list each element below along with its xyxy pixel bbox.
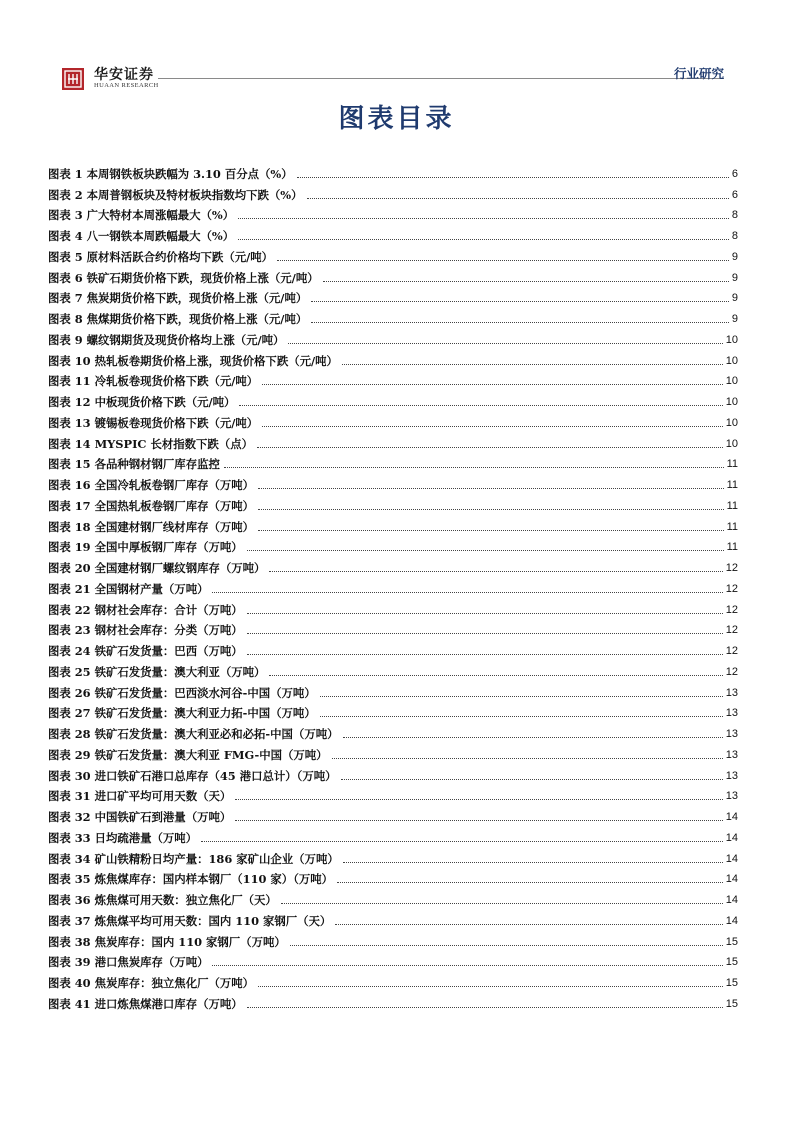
toc-entry[interactable] bbox=[48, 928, 738, 949]
toc-leader-dots bbox=[320, 716, 723, 717]
toc-leader-dots bbox=[238, 218, 729, 219]
toc-entry-page[interactable]: 10 bbox=[725, 416, 738, 429]
toc-leader-dots bbox=[342, 364, 723, 365]
toc-entry-label[interactable]: 图表 37 炼焦煤平均可用天数：国内 110 家钢厂（天） bbox=[48, 913, 332, 928]
toc-leader-dots bbox=[262, 426, 723, 427]
toc-entry-page[interactable]: 6 bbox=[731, 188, 738, 201]
toc-entry[interactable] bbox=[48, 554, 738, 575]
toc-entry-page[interactable]: 10 bbox=[725, 354, 738, 367]
toc-leader-dots bbox=[247, 550, 724, 551]
toc-entry-label[interactable]: 图表 29 铁矿石发货量：澳大利亚 FMG-中国（万吨） bbox=[48, 747, 328, 762]
toc-entry-label[interactable]: 图表 21 全国钢材产量（万吨） bbox=[48, 581, 209, 596]
toc-entry[interactable] bbox=[48, 160, 738, 181]
toc-leader-dots bbox=[320, 696, 723, 697]
toc-entry-page[interactable]: 15 bbox=[725, 977, 738, 989]
toc-entry-label[interactable]: 图表 22 钢材社会库存：合计（万吨） bbox=[48, 602, 243, 617]
toc-entry-page[interactable]: 9 bbox=[731, 313, 738, 325]
toc-entry-label[interactable]: 图表 26 铁矿石发货量：巴西淡水河谷-中国（万吨） bbox=[48, 685, 316, 700]
toc-leader-dots bbox=[257, 447, 723, 448]
toc-leader-dots bbox=[311, 301, 729, 302]
toc-entry-label[interactable]: 图表 6 铁矿石期货价格下跌，现货价格上涨（元/吨） bbox=[48, 270, 319, 285]
toc-entry-label[interactable]: 图表 9 螺纹钢期货及现货价格均上涨（元/吨） bbox=[48, 332, 285, 347]
toc-leader-dots bbox=[235, 799, 722, 800]
toc-entry[interactable] bbox=[48, 907, 738, 928]
toc-entry-page[interactable]: 10 bbox=[725, 437, 738, 450]
toc-entry-label[interactable]: 图表 5 原材料活跃合约价格均下跌（元/吨） bbox=[48, 249, 274, 264]
toc-leader-dots bbox=[297, 177, 729, 178]
toc-entry-page[interactable]: 10 bbox=[725, 333, 738, 346]
toc-entry-page[interactable]: 12 bbox=[725, 645, 738, 657]
toc-entry[interactable] bbox=[48, 720, 738, 741]
toc-entry-page[interactable]: 8 bbox=[731, 230, 738, 242]
toc-entry[interactable] bbox=[48, 637, 738, 658]
toc-entry-label[interactable]: 图表 35 炼焦煤库存：国内样本钢厂（110 家）（万吨） bbox=[48, 872, 334, 887]
toc-entry-label[interactable]: 图表 3 广大特材本周涨幅最大（%） bbox=[48, 208, 235, 223]
toc-entry[interactable] bbox=[48, 388, 738, 409]
toc-entry-label[interactable]: 图表 19 全国中厚板钢厂库存（万吨） bbox=[48, 540, 243, 555]
logo-chinese-name: 华安证券 bbox=[94, 67, 154, 83]
toc-entry-label[interactable]: 图表 4 八一钢铁本周跌幅最大（%） bbox=[48, 229, 235, 243]
toc-leader-dots bbox=[277, 260, 729, 261]
toc-entry-label[interactable]: 图表 20 全国建材钢厂螺纹钢库存（万吨） bbox=[48, 561, 266, 575]
toc-leader-dots bbox=[235, 820, 722, 821]
toc-leader-dots bbox=[323, 281, 729, 282]
toc-entry-label[interactable]: 图表 11 冷轧板卷现货价格下跌（元/吨） bbox=[48, 374, 259, 389]
toc-entry-page[interactable]: 12 bbox=[725, 562, 738, 574]
toc-entry-page[interactable]: 9 bbox=[731, 292, 738, 305]
toc-entry[interactable] bbox=[48, 347, 738, 368]
toc-entry[interactable] bbox=[48, 679, 738, 700]
toc-entry[interactable] bbox=[48, 202, 738, 223]
toc-entry[interactable] bbox=[48, 368, 738, 389]
toc-entry-page[interactable]: 10 bbox=[725, 396, 738, 408]
toc-entry[interactable] bbox=[48, 326, 738, 347]
toc-entry-page[interactable]: 8 bbox=[731, 209, 738, 222]
toc-leader-dots bbox=[238, 239, 729, 240]
toc-entry-label[interactable]: 图表 40 焦炭库存：独立焦化厂（万吨） bbox=[48, 976, 255, 990]
toc-entry[interactable] bbox=[48, 243, 738, 264]
toc-entry[interactable] bbox=[48, 471, 738, 492]
toc-leader-dots bbox=[290, 945, 723, 946]
toc-leader-dots bbox=[224, 467, 724, 468]
toc-entry-label[interactable]: 图表 10 热轧板卷期货价格上涨，现货价格下跌（元/吨） bbox=[48, 353, 338, 368]
report-category: 行业研究 bbox=[673, 66, 724, 81]
toc-entry[interactable] bbox=[48, 264, 738, 285]
toc-leader-dots bbox=[343, 737, 723, 738]
toc-leader-dots bbox=[335, 924, 722, 925]
toc-entry-page[interactable]: 14 bbox=[725, 811, 738, 823]
toc-entry[interactable] bbox=[48, 824, 738, 845]
toc-entry-label[interactable]: 图表 39 港口焦炭库存（万吨） bbox=[48, 955, 209, 970]
toc-entry-page[interactable]: 12 bbox=[725, 603, 738, 616]
toc-entry-page[interactable]: 11 bbox=[726, 499, 738, 512]
toc-entry[interactable] bbox=[48, 409, 738, 430]
toc-entry-label[interactable]: 图表 28 铁矿石发货量：澳大利亚必和必拓-中国（万吨） bbox=[48, 727, 339, 741]
toc-entry[interactable] bbox=[48, 451, 738, 472]
page-title: 图表目录 bbox=[338, 104, 455, 134]
toc-entry-page[interactable]: 15 bbox=[725, 997, 738, 1010]
toc-entry-page[interactable]: 13 bbox=[725, 707, 738, 720]
toc-entry-label[interactable]: 图表 32 中国铁矿石到港量（万吨） bbox=[48, 810, 232, 824]
toc-leader-dots bbox=[311, 322, 729, 323]
toc-entry[interactable] bbox=[48, 949, 738, 970]
toc-leader-dots bbox=[201, 841, 723, 842]
toc-entry-page[interactable]: 11 bbox=[726, 520, 738, 533]
toc-entry-page[interactable]: 6 bbox=[731, 167, 738, 180]
toc-entry[interactable] bbox=[48, 803, 738, 824]
toc-entry-label[interactable]: 图表 12 中板现货价格下跌（元/吨） bbox=[48, 395, 236, 409]
toc-leader-dots bbox=[307, 198, 729, 199]
toc-entry[interactable] bbox=[48, 285, 738, 306]
toc-leader-dots bbox=[288, 343, 722, 344]
toc-entry-page[interactable]: 11 bbox=[726, 479, 738, 491]
toc-entry-page[interactable]: 14 bbox=[725, 852, 738, 865]
toc-entry[interactable] bbox=[48, 617, 738, 638]
page-header bbox=[56, 62, 724, 98]
toc-leader-dots bbox=[212, 592, 722, 593]
toc-entry-label[interactable]: 图表 16 全国冷轧板卷钢厂库存（万吨） bbox=[48, 478, 255, 492]
toc-entry-page[interactable]: 10 bbox=[725, 375, 738, 388]
toc-entry[interactable] bbox=[48, 430, 738, 451]
toc-entry-label[interactable]: 图表 17 全国热轧板卷钢厂库存（万吨） bbox=[48, 498, 255, 513]
toc-entry[interactable] bbox=[48, 886, 738, 907]
toc-leader-dots bbox=[247, 633, 723, 634]
company-logo-icon bbox=[62, 68, 84, 90]
toc-entry-page[interactable]: 14 bbox=[725, 914, 738, 927]
toc-entry-label[interactable]: 图表 27 铁矿石发货量：澳大利亚力拓-中国（万吨） bbox=[48, 706, 316, 721]
toc-entry-label[interactable]: 图表 18 全国建材钢厂线材库存（万吨） bbox=[48, 519, 255, 534]
toc-entry-page[interactable]: 15 bbox=[725, 935, 738, 948]
toc-entry-page[interactable]: 12 bbox=[725, 665, 738, 678]
toc-entry-label[interactable]: 图表 38 焦炭库存：国内 110 家钢厂（万吨） bbox=[48, 934, 286, 949]
toc-entry[interactable] bbox=[48, 181, 738, 202]
toc-entry[interactable] bbox=[48, 990, 738, 1011]
toc-entry[interactable] bbox=[48, 969, 738, 990]
toc-entry-page[interactable]: 9 bbox=[731, 271, 738, 284]
toc-entry-page[interactable]: 11 bbox=[726, 541, 738, 554]
logo-english-name: HUAAN RESEARCH bbox=[94, 82, 159, 89]
toc-entry[interactable] bbox=[48, 700, 738, 721]
toc-entry-label[interactable]: 图表 15 各品种钢材钢厂库存监控 bbox=[48, 457, 220, 472]
toc-entry-page[interactable]: 13 bbox=[725, 728, 738, 740]
toc-entry-label[interactable]: 图表 14 MYSPIC 长材指数下跌（点） bbox=[48, 436, 253, 451]
toc-entry-page[interactable]: 12 bbox=[725, 624, 738, 637]
toc-leader-dots bbox=[337, 882, 723, 883]
toc-leader-dots bbox=[258, 509, 724, 510]
toc-leader-dots bbox=[258, 488, 724, 489]
toc-entry[interactable] bbox=[48, 596, 738, 617]
toc-leader-dots bbox=[258, 530, 724, 531]
toc-leader-dots bbox=[341, 779, 723, 780]
toc-entry-page[interactable]: 11 bbox=[726, 458, 738, 471]
toc-entry-label[interactable]: 图表 30 进口铁矿石港口总库存（45 港口总计）（万吨） bbox=[48, 768, 337, 783]
toc-leader-dots bbox=[262, 384, 723, 385]
toc-entry-page[interactable]: 14 bbox=[725, 831, 738, 844]
toc-entry-page[interactable]: 14 bbox=[725, 894, 738, 906]
toc-entry[interactable] bbox=[48, 222, 738, 243]
toc-entry-page[interactable]: 12 bbox=[725, 582, 738, 595]
toc-leader-dots bbox=[247, 1007, 723, 1008]
toc-entry-label[interactable]: 图表 24 铁矿石发货量：巴西（万吨） bbox=[48, 644, 243, 658]
toc-leader-dots bbox=[281, 903, 723, 904]
toc-leader-dots bbox=[247, 613, 723, 614]
toc-entry-label[interactable]: 图表 33 日均疏港量（万吨） bbox=[48, 830, 198, 845]
toc-leader-dots bbox=[247, 654, 723, 655]
toc-entry-label[interactable]: 图表 8 焦煤期货价格下跌，现货价格上涨（元/吨） bbox=[48, 312, 308, 326]
toc-leader-dots bbox=[239, 405, 722, 406]
toc-entry-page[interactable]: 13 bbox=[725, 686, 738, 699]
toc-leader-dots bbox=[269, 675, 722, 676]
toc-entry[interactable] bbox=[48, 845, 738, 866]
toc-entry-label[interactable]: 图表 2 本周普钢板块及特材板块指数均下跌（%） bbox=[48, 187, 303, 202]
toc-entry-page[interactable]: 9 bbox=[731, 250, 738, 263]
toc-entry-page[interactable]: 13 bbox=[725, 748, 738, 761]
toc-entry[interactable] bbox=[48, 534, 738, 555]
toc-entry-label[interactable]: 图表 41 进口炼焦煤港口库存（万吨） bbox=[48, 996, 243, 1011]
toc-entry[interactable] bbox=[48, 658, 738, 679]
toc-leader-dots bbox=[343, 862, 723, 863]
toc-entry-label[interactable]: 图表 31 进口矿平均可用天数（天） bbox=[48, 789, 232, 804]
toc-leader-dots bbox=[212, 965, 722, 966]
toc-entry[interactable] bbox=[48, 492, 738, 513]
toc-entry[interactable] bbox=[48, 741, 738, 762]
toc-entry[interactable] bbox=[48, 783, 738, 804]
toc-entry-label[interactable]: 图表 36 炼焦煤可用天数：独立焦化厂（天） bbox=[48, 893, 277, 907]
toc-entry-page[interactable]: 14 bbox=[725, 873, 738, 886]
toc-entry[interactable] bbox=[48, 305, 738, 326]
toc-entry-label[interactable]: 图表 7 焦炭期货价格下跌，现货价格上涨（元/吨） bbox=[48, 291, 308, 306]
toc-entry[interactable] bbox=[48, 575, 738, 596]
toc-entry-label[interactable]: 图表 13 镀锡板卷现货价格下跌（元/吨） bbox=[48, 415, 259, 430]
toc-leader-dots bbox=[258, 986, 723, 987]
toc-leader-dots bbox=[269, 571, 722, 572]
toc-entry-page[interactable]: 15 bbox=[725, 956, 738, 969]
toc-entry-label[interactable]: 图表 34 矿山铁精粉日均产量：186 家矿山企业（万吨） bbox=[48, 851, 339, 866]
toc-entry-page[interactable]: 13 bbox=[725, 790, 738, 803]
toc-entry[interactable] bbox=[48, 762, 738, 783]
toc-entry-label[interactable]: 图表 25 铁矿石发货量：澳大利亚（万吨） bbox=[48, 664, 266, 679]
toc-leader-dots bbox=[332, 758, 723, 759]
toc-entry-label[interactable]: 图表 1 本周钢铁板块跌幅为 3.10 百分点（%） bbox=[48, 166, 293, 181]
toc-entry-label[interactable]: 图表 23 钢材社会库存：分类（万吨） bbox=[48, 623, 243, 638]
toc-entry-page[interactable]: 13 bbox=[725, 769, 738, 782]
table-of-figures bbox=[48, 160, 738, 1011]
toc-entry[interactable] bbox=[48, 866, 738, 887]
header-divider bbox=[158, 78, 724, 79]
toc-entry[interactable] bbox=[48, 513, 738, 534]
